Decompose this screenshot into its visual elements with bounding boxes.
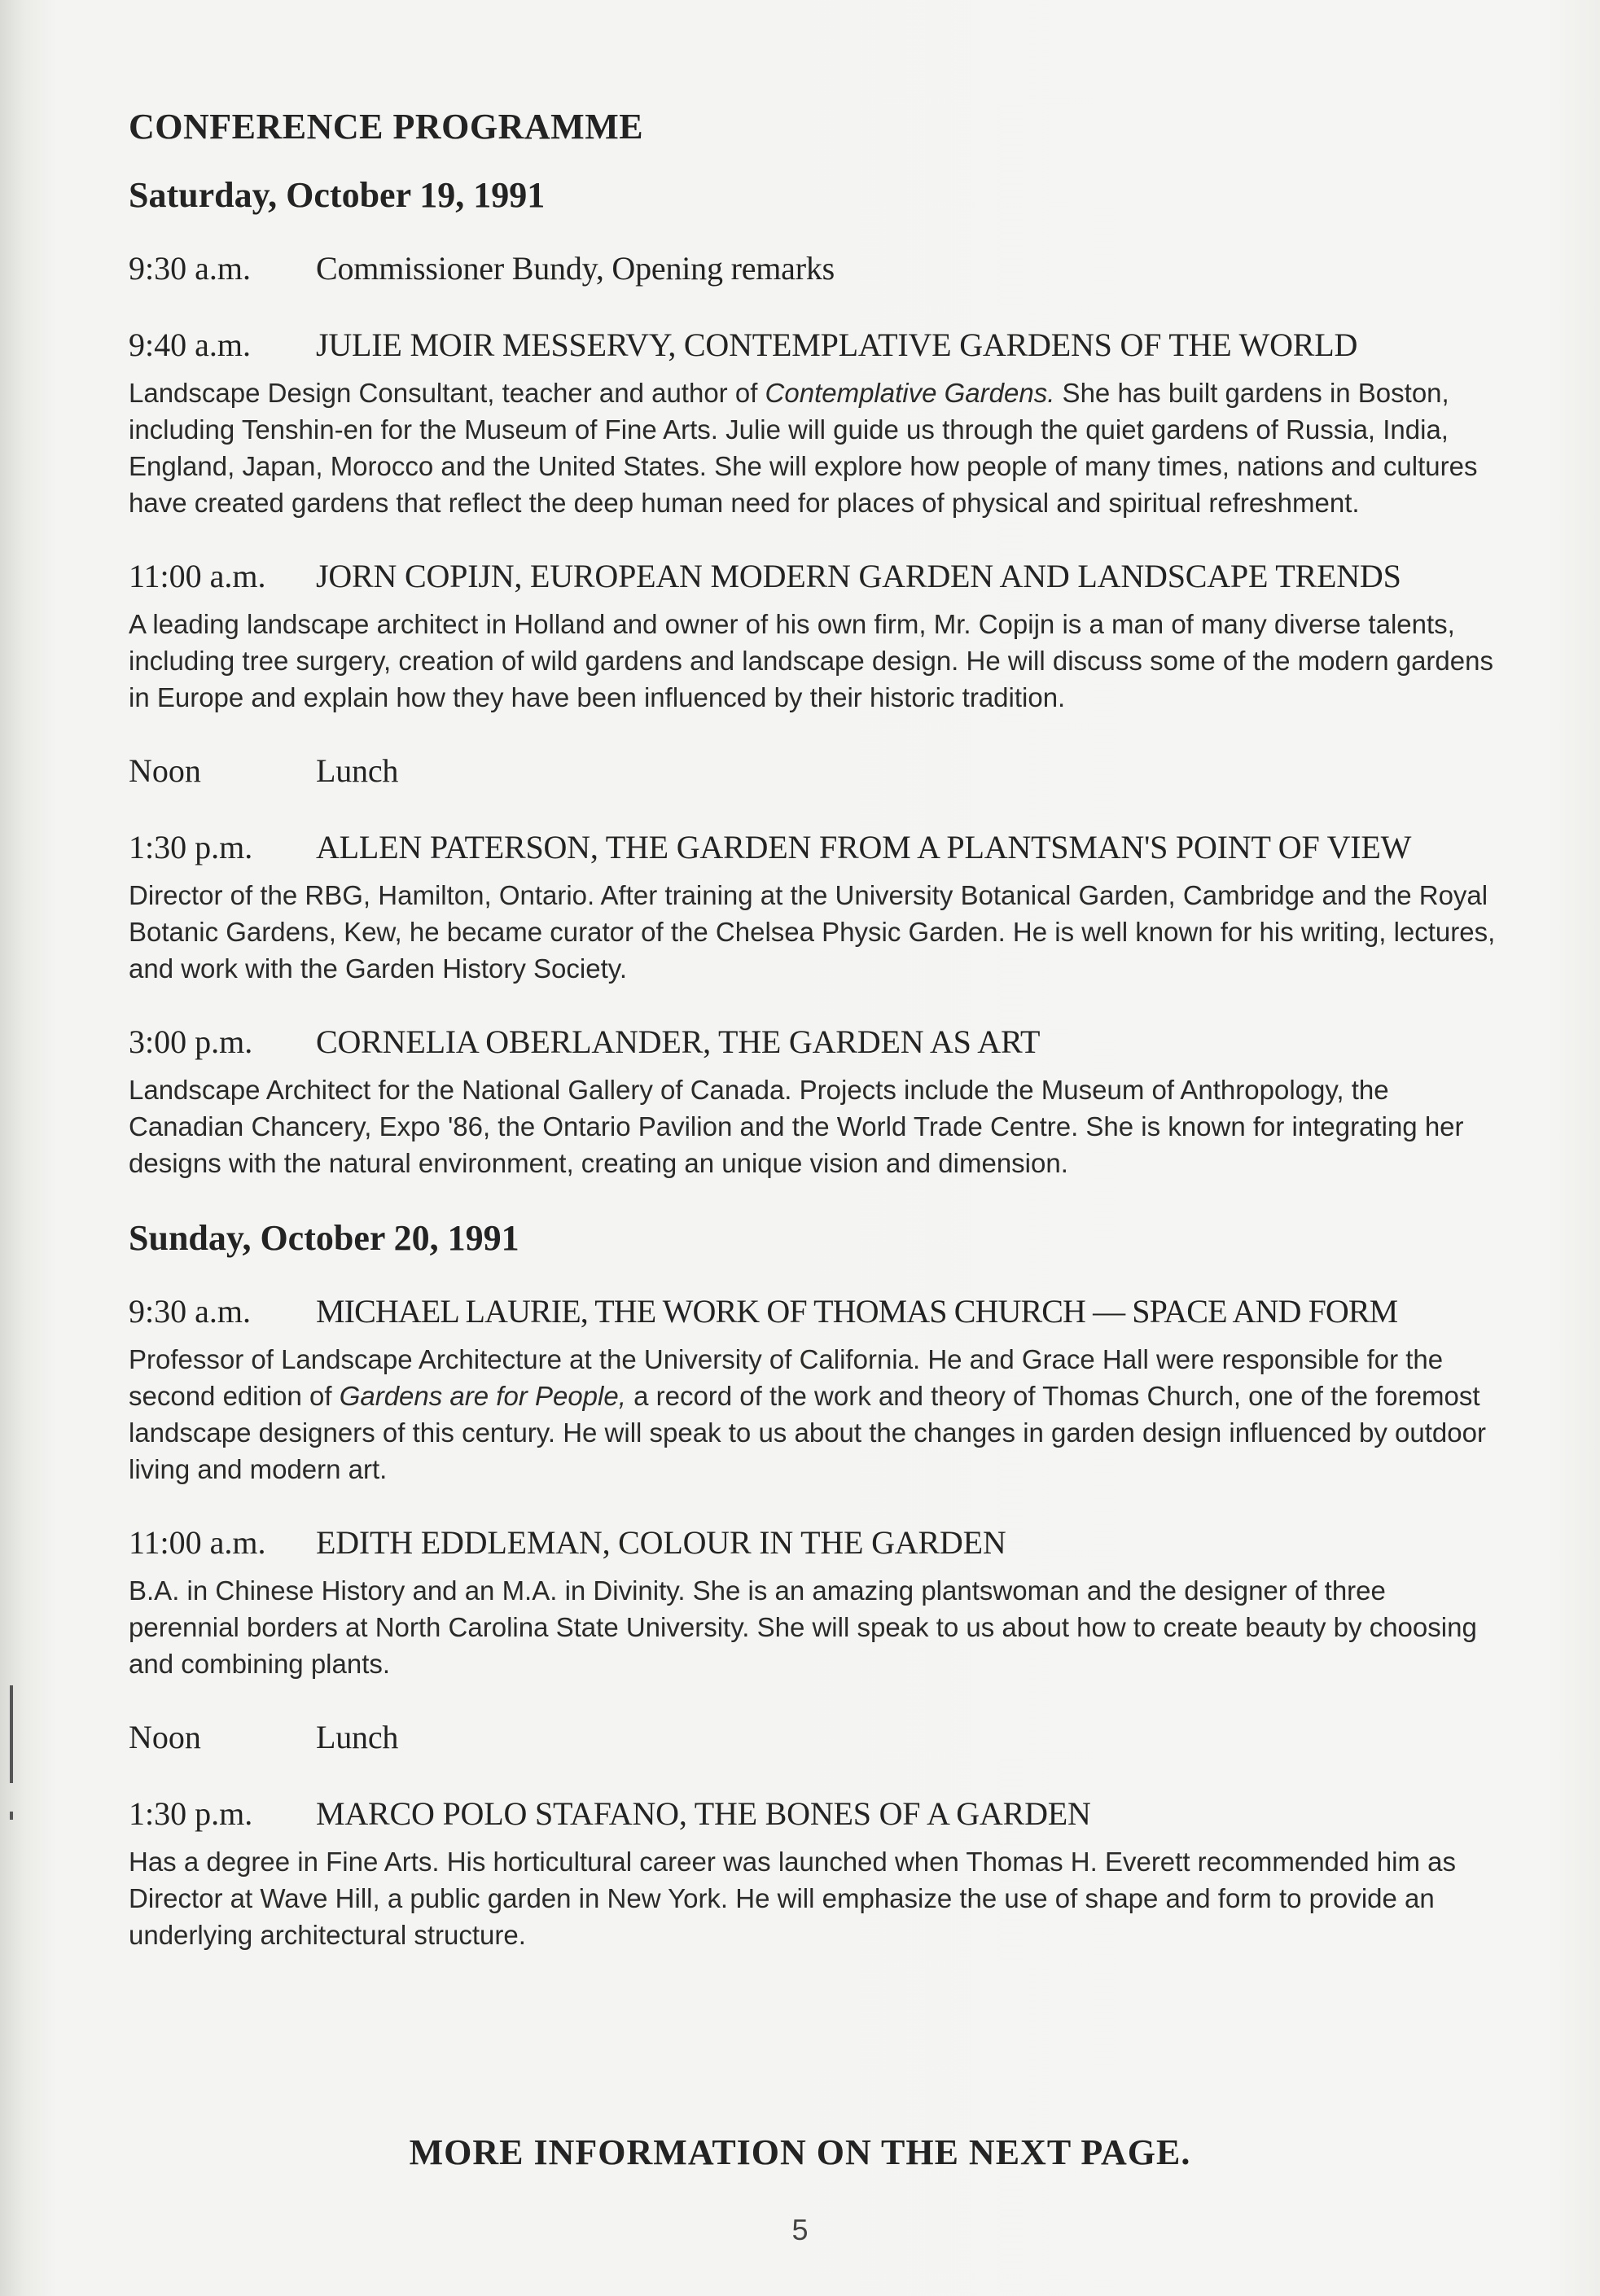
session-time: 1:30 p.m. [129, 1795, 253, 1832]
session-title: MARCO POLO STAFANO, THE BONES OF A GARDEN [316, 1795, 1091, 1832]
page-number: 5 [791, 2213, 809, 2246]
session-time: 1:30 p.m. [129, 829, 253, 865]
session-description: Has a degree in Fine Arts. His horticultural career was launched when Thomas H. Everett recommended him as Director at Wave Hill, a public garden in New York. He will emphasize the use of shape and form to provide an underlying architectural structure. [129, 1847, 1456, 1950]
session [129, 1021, 1497, 1181]
programme-title: CONFERENCE PROGRAMME [129, 107, 644, 147]
session-title: Lunch [316, 1719, 399, 1755]
session-description: B.A. in Chinese History and an M.A. in Divinity. She is an amazing plantswoman and the designer of three perennial borders at North Carolina State University. She will speak to us about how to create beauty by choosing and combining plants. [129, 1575, 1477, 1679]
session-description: Director of the RBG, Hamilton, Ontario. After training at the University Botanical Garden, Cambridge and the Royal Botanic Gardens, Kew, he became curator of the Chelsea Physic Garden. He is well known for his writing, lectures, and work with the Garden History Society. [129, 880, 1496, 984]
session-time: Noon [129, 752, 201, 789]
session [129, 826, 1497, 987]
session [129, 1290, 1497, 1488]
book-title: Gardens are for People, [339, 1381, 626, 1411]
session-title: ALLEN PATERSON, THE GARDEN FROM A PLANTSMAN'S POINT OF VIEW [316, 829, 1412, 865]
description-text: a record of the work and theory of Thomas Church, one of the foremost landscape designers of this century. He will speak to us about the changes in garden design influenced by outdoor living and modern art. [129, 1381, 1486, 1484]
book-title: Contemplative Gardens. [765, 378, 1055, 408]
session-title: MICHAEL LAURIE, THE WORK OF THOMAS CHURCH — SPACE AND FORM [316, 1293, 1398, 1330]
session-time: 9:40 a.m. [129, 326, 251, 363]
session-time: 9:30 a.m. [129, 250, 251, 287]
session-title: CORNELIA OBERLANDER, THE GARDEN AS ART [316, 1023, 1041, 1060]
description-text: Professor of Landscape Architecture at the University of California. He and Grace Hall were responsible for the second edition of [129, 1344, 1444, 1411]
session-description [129, 1341, 1497, 1488]
session [129, 750, 1497, 792]
session [129, 1522, 1497, 1682]
session-title: Lunch [316, 752, 399, 789]
session [129, 248, 1497, 290]
session-title: EDITH EDDLEMAN, COLOUR IN THE GARDEN [316, 1524, 1006, 1561]
day-heading-sunday: Sunday, October 20, 1991 [129, 1218, 519, 1258]
session-title: JORN COPIJN, EUROPEAN MODERN GARDEN AND LANDSCAPE TRENDS [316, 558, 1401, 594]
session-time: 11:00 a.m. [129, 558, 266, 594]
session-description: A leading landscape architect in Holland and owner of his own firm, Mr. Copijn is a man of many diverse talents, including tree surgery, creation of wild gardens and landscape design. He will discuss some of the modern gardens in Europe and explain how they have been influenced by their historic tradition. [129, 609, 1493, 712]
day-heading-saturday: Saturday, October 19, 1991 [129, 175, 546, 215]
binding-mark [10, 1685, 13, 1783]
session-description: Landscape Architect for the National Gallery of Canada. Projects include the Museum of Anthropology, the Canadian Chancery, Expo '86, the Ontario Pavilion and the World Trade Centre. She is known for integrating her designs with the natural environment, creating an unique vision and dimension. [129, 1075, 1464, 1178]
session [129, 1716, 1497, 1759]
session-time: Noon [129, 1719, 201, 1755]
session-description [129, 375, 1497, 521]
description-text: Landscape Design Consultant, teacher and author of [129, 378, 765, 408]
session-title: JULIE MOIR MESSERVY, CONTEMPLATIVE GARDENS OF THE WORLD [316, 326, 1358, 363]
session-time: 3:00 p.m. [129, 1023, 253, 1060]
session [129, 324, 1497, 521]
next-page-notice: MORE INFORMATION ON THE NEXT PAGE. [409, 2132, 1191, 2172]
binding-mark [10, 1812, 13, 1820]
session-title: Commissioner Bundy, Opening remarks [316, 250, 835, 287]
session-time: 9:30 a.m. [129, 1293, 251, 1330]
programme-content [129, 104, 1497, 1987]
session-time: 11:00 a.m. [129, 1524, 266, 1561]
description-text: She has built gardens in Boston, including Tenshin-en for the Museum of Fine Arts. Julie will guide us through the quiet gardens of Russia, India, England, Japan, Morocco and the United States. She will explore how people of many times, nations and cultures have created gardens that reflect the deep human need for places of physical and spiritual refreshment. [129, 378, 1478, 518]
session [129, 1793, 1497, 1953]
session [129, 555, 1497, 716]
